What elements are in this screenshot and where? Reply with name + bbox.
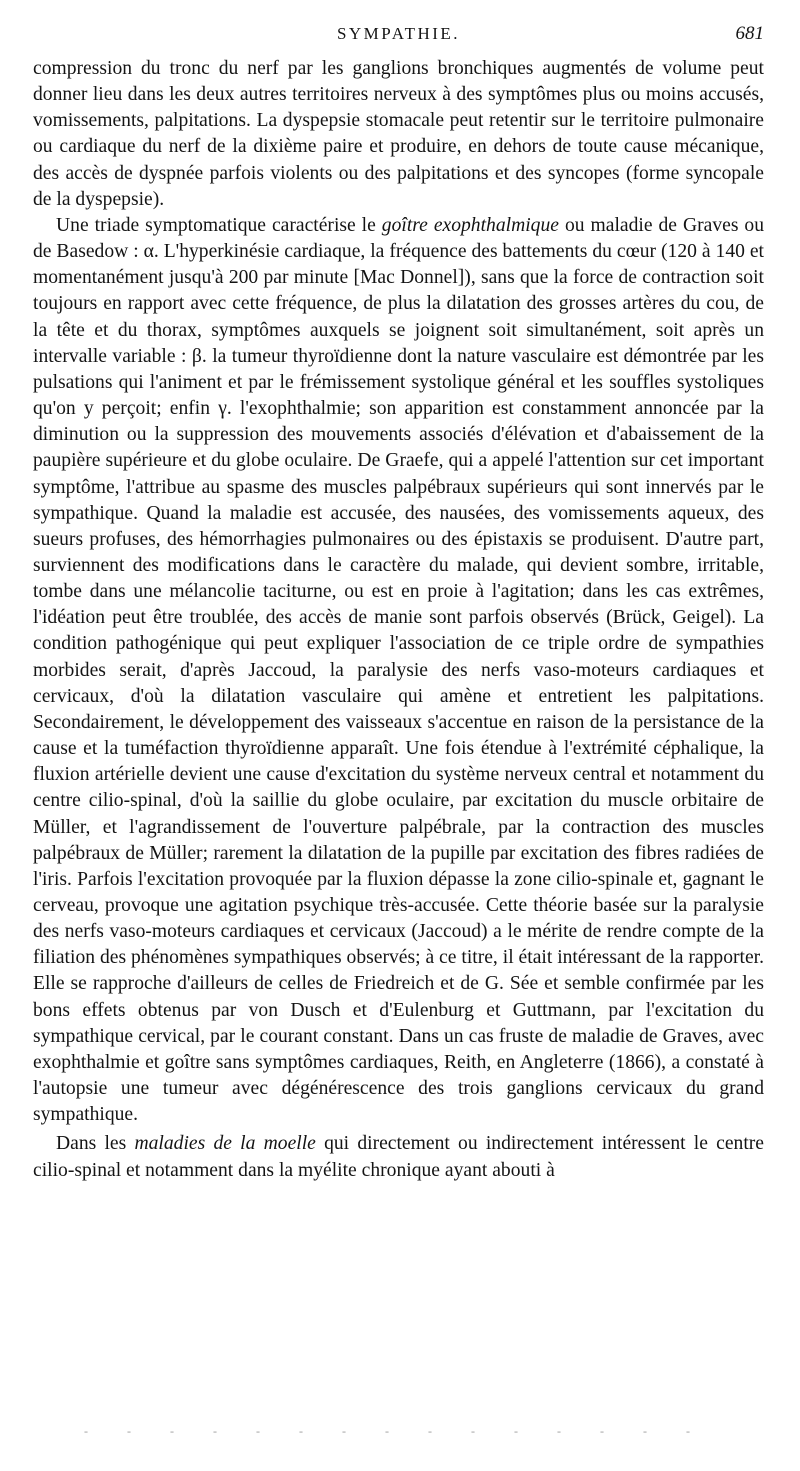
text-run: Dans les <box>56 1133 135 1155</box>
paragraph-spinal-diseases <box>33 1131 764 1183</box>
document-page <box>33 0 764 1184</box>
paragraph-graves-disease <box>33 213 764 1128</box>
italic-term: maladies de la moelle <box>134 1133 316 1155</box>
text-run: Une triade symptomatique caractérise le <box>56 214 382 236</box>
text-run: compression du tronc du nerf par les ganglions bronchiques augmentés de volume peut donner lieu dans les deux autres territoires nerveux à des symptômes plus ou moins accusés, vomissements, palpitations. La dyspepsie stomacale peut retentir sur le territoire pulmonaire ou cardiaque du nerf de la dixième paire et produire, en dehors de toute cause mécanique, des accès de dyspnée parfois violents ou des palpitations et des syncopes (forme syncopale de la dyspepsie). <box>33 58 764 210</box>
italic-term: goître exophthalmique <box>381 214 559 236</box>
running-header <box>33 0 764 56</box>
paragraph-continuation <box>33 56 764 213</box>
text-run: ou maladie de Graves ou de Basedow : α. L'hyperkinésie cardiaque, la fréquence des battements du cœur (120 à 140 et momentanément jusqu'à 200 par minute [Mac Donnel]), sans que la force de contraction soit toujours en rapport avec cette fréquence, de plus la dilatation des grosses artères du cou, de la tête et du thorax, symptômes auxquels se joignent soit simultanément, soit après un intervalle variable : β. la tumeur thyroïdienne dont la nature vasculaire est démontrée par les pulsations qui l'animent et par le frémissement systolique général et les souffles systoliques qu'on y perçoit; enfin γ. l'exophthalmie; son apparition est constamment annoncée par la diminution ou la suppression des mouvements associés d'élévation et d'abaissement de la paupière supérieure et du globe oculaire. De Graefe, qui a appelé l'attention sur cet important symptôme, l'attribue au spasme des muscles palpébraux supérieurs qui sont innervés par le sympathique. Quand la maladie est accusée, des nausées, des vomissements aqueux, des sueurs profuses, des hémorrhagies pulmonaires ou des épistaxis se produisent. D'autre part, surviennent des modifications dans le caractère du malade, qui devient sombre, irritable, tombe dans une mélancolie taciturne, ou est en proie à l'agitation; dans les cas extrêmes, l'idéation peut être troublée, des accès de manie sont parfois observés (Brück, Geigel). La condition pathogénique qui peut expliquer l'association de ce triple ordre de sympathies morbides serait, d'après Jaccoud, la paralysie des nerfs vaso-moteurs cardiaques et cervicaux, d'où la dilatation vasculaire qui amène et entretient les palpitations. Secondairement, le développement des vaisseaux s'accentue en raison de la persistance de la cause et la tuméfaction thyroïdienne apparaît. Une fois étendue à l'extrémité céphalique, la fluxion artérielle devient une cause d'excitation du système nerveux central et notamment du centre cilio-spinal, d'où la saillie du globe oculaire, par excitation du muscle orbitaire de Müller, et l'agrandissement de l'ouverture palpébrale, par la contraction des muscles palpébraux de Müller; rarement la dilatation de la pupille par excitation des fibres radiées de l'iris. Parfois l'excitation provoquée par la fluxion dépasse la zone cilio-spinale et, gagnant le cerveau, provoque une agitation psychique très-accusée. Cette théorie basée sur la paralysie des nerfs vaso-moteurs cardiaques et cervicaux (Jaccoud) a le mérite de rendre compte de la filiation des phénomènes sympathiques observés; à ce titre, il était intéressant de la rapporter. Elle se rapproche d'ailleurs de celles de Friedreich et de G. Sée et semble confirmée par les bons effets obtenus par von Dusch et d'Eulenburg et Guttmann, par l'excitation du sympathique cervical, par le courant constant. Dans un cas fruste de maladie de Graves, avec exophthalmie et goître sans symptômes cardiaques, Reith, en Angleterre (1866), a constaté à l'autopsie une tumeur avec dégénérescence des trois ganglions cervicaux du grand sympathique. <box>33 214 765 1126</box>
text-run: qui directement ou indirectement intéressent le centre cilio-spinal et notamment dans la myélite chronique ayant abouti à <box>33 1133 764 1181</box>
running-title: SYMPATHIE. <box>336 24 461 43</box>
body-text <box>33 56 764 1184</box>
print-margin-marks: - - - - - - - - - - - - - - - <box>84 1424 708 1438</box>
page-number: 681 <box>735 23 764 44</box>
